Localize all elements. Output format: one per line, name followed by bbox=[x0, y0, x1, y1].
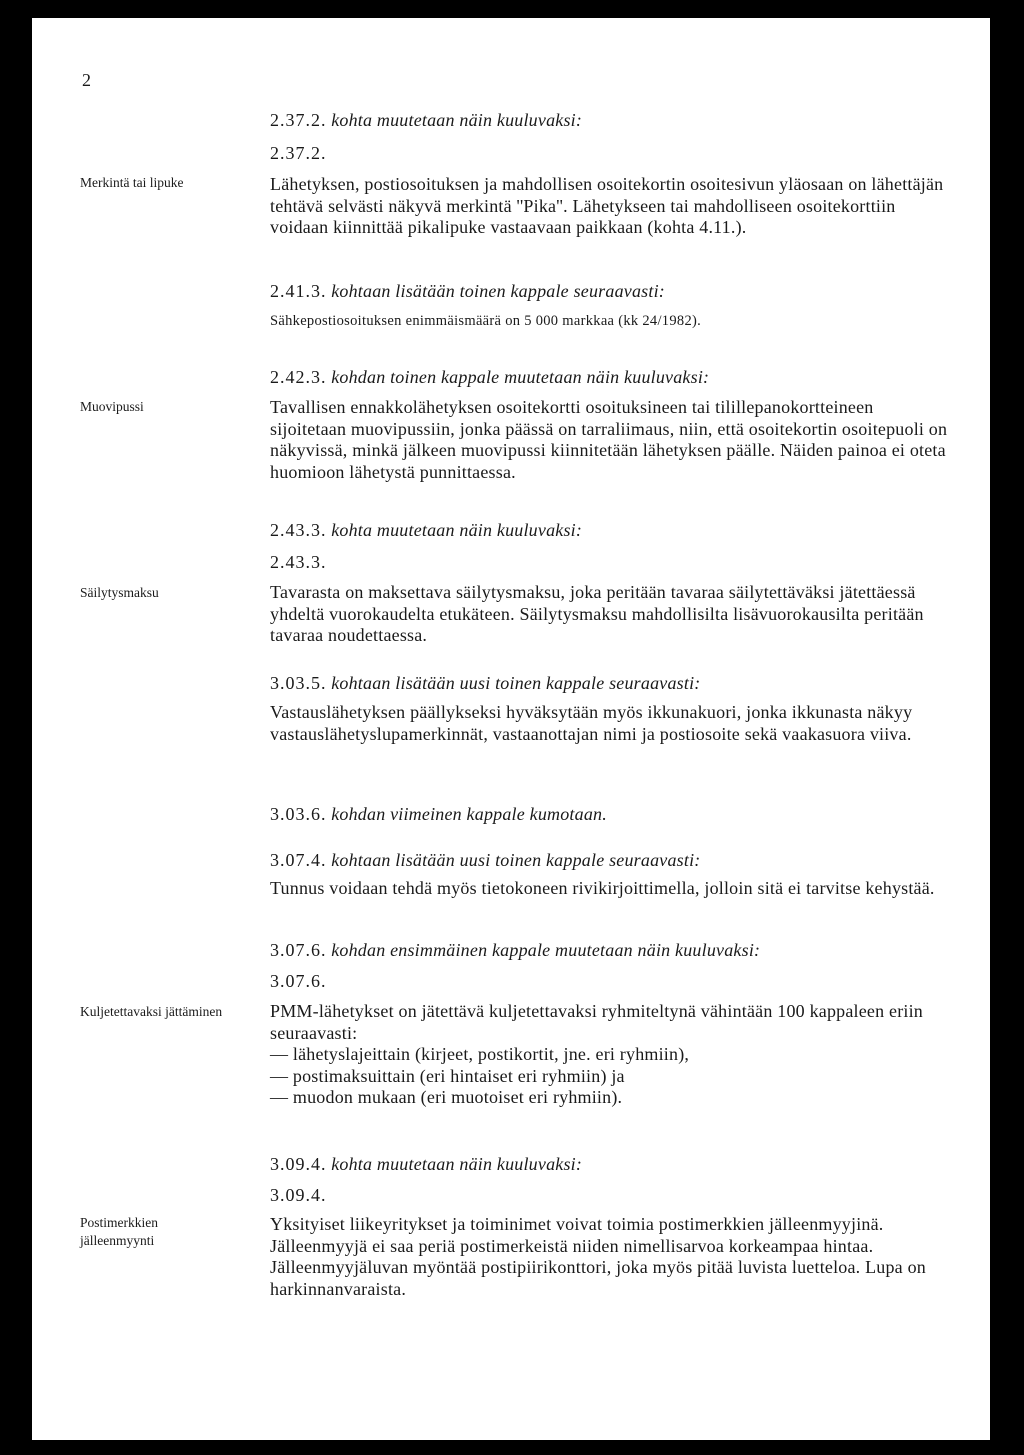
subsection-number: 3.07.6. bbox=[270, 971, 327, 991]
section-instruction: kohta muutetaan näin kuuluvaksi: bbox=[331, 520, 583, 540]
section-heading-2-43-3 bbox=[270, 520, 582, 541]
document-page bbox=[32, 18, 990, 1440]
section-instruction: kohta muutetaan näin kuuluvaksi: bbox=[331, 110, 583, 130]
paragraph-2-37-2: Lähetyksen, postiosoituksen ja mahdollisen osoitekortin osoitesivun yläosaan on lähettäjän tehtävä selvästi näkyvä merkintä ''Pika''. Lähetykseen tai mahdolliseen osoitekorttiin voidaan kiinnittää pikalipuke vastaavaan paikkaan (kohta 4.11.). bbox=[270, 174, 944, 237]
subsection-number: 2.43.3. bbox=[270, 552, 327, 572]
section-heading-3-07-6 bbox=[270, 940, 760, 961]
section-number: 3.07.4. bbox=[270, 850, 327, 870]
section-instruction: kohdan toinen kappale muutetaan näin kuuluvaksi: bbox=[331, 367, 710, 387]
list-item: — lähetyslajeittain (kirjeet, postikortit, jne. eri ryhmiin), bbox=[270, 1044, 690, 1064]
section-number: 3.03.6. bbox=[270, 804, 327, 824]
section-number: 3.07.6. bbox=[270, 940, 327, 960]
section-heading-2-37-2 bbox=[270, 110, 582, 131]
section-number: 2.37.2. bbox=[270, 110, 327, 130]
section-heading-3-03-6 bbox=[270, 804, 607, 825]
margin-label-merkinta: Merkintä tai lipuke bbox=[80, 175, 184, 190]
section-instruction: kohta muutetaan näin kuuluvaksi: bbox=[331, 1154, 583, 1174]
page-number: 2 bbox=[82, 70, 91, 90]
section-heading-2-42-3 bbox=[270, 367, 709, 388]
section-instruction: kohtaan lisätään uusi toinen kappale seuraavasti: bbox=[331, 673, 701, 693]
list-item: — postimaksuittain (eri hintaiset eri ryhmiin) ja bbox=[270, 1065, 625, 1086]
margin-label-sailytysmaksu: Säilytysmaksu bbox=[80, 585, 159, 600]
section-number: 3.09.4. bbox=[270, 1154, 327, 1174]
paragraph-3-07-4: Tunnus voidaan tehdä myös tietokoneen rivikirjoittimella, jolloin sitä ei tarvitse kehystää. bbox=[270, 878, 935, 898]
margin-label-postimerkkien: Postimerkkien jälleenmyynti bbox=[80, 1215, 158, 1248]
paragraph-3-09-4: Yksityiset liikeyritykset ja toiminimet voivat toimia postimerkkien jälleenmyyjinä. Jälleenmyyjä ei saa periä postimerkeistä niiden nimellisarvoa korkeampaa hintaa. Jälleenmyyjäluvan myöntää postipiirikonttori, joka myös pitää luvista luetteloa. Lupa on harkinnanvaraista. bbox=[270, 1214, 926, 1299]
section-instruction: kohdan ensimmäinen kappale muutetaan näin kuuluvaksi: bbox=[331, 940, 761, 960]
margin-label-kuljetettavaksi: Kuljetettavaksi jättäminen bbox=[80, 1004, 223, 1019]
dash-list bbox=[270, 1044, 954, 1109]
paragraph-text: PMM-lähetykset on jätettävä kuljetettavaksi ryhmiteltynä vähintään 100 kappaleen eriin seuraavasti: bbox=[270, 1001, 924, 1043]
section-number: 3.03.5. bbox=[270, 673, 327, 693]
section-number: 2.41.3. bbox=[270, 281, 327, 301]
paragraph-2-43-3: Tavarasta on maksettava säilytysmaksu, joka peritään tavaraa säilytettäväksi jätettäessä yhdeltä vuorokaudelta etukäteen. Säilytysmaksu mahdollisilta lisävuorokausilta peritään tavaraa noudettaessa. bbox=[270, 582, 924, 645]
paragraph-3-03-5: Vastauslähetyksen päällykseksi hyväksytään myös ikkunakuori, jonka ikkunasta näkyy vastauslähetyslupamerkinnät, vastaanottajan nimi ja postiosoite sekä vaakasuora viiva. bbox=[270, 702, 913, 744]
paragraph-3-07-6 bbox=[270, 1001, 954, 1109]
margin-label-muovipussi: Muovipussi bbox=[80, 399, 144, 414]
section-number: 2.43.3. bbox=[270, 520, 327, 540]
section-instruction: kohtaan lisätään toinen kappale seuraavasti: bbox=[331, 281, 665, 301]
subsection-number: 3.09.4. bbox=[270, 1185, 327, 1205]
section-heading-3-09-4 bbox=[270, 1154, 582, 1175]
section-heading-3-07-4 bbox=[270, 850, 700, 871]
section-heading-2-41-3 bbox=[270, 281, 665, 302]
section-instruction: kohtaan lisätään uusi toinen kappale seuraavasti: bbox=[331, 850, 701, 870]
paragraph-2-42-3: Tavallisen ennakkolähetyksen osoitekortti osoituksineen tai tilillepanokortteineen sijoitetaan muovipussiin, jonka päässä on tarraliimaus, niin, että osoitekortin osoitepuoli on näkyvissä, minkä jälkeen muovipussi kiinnitetään lähetyksen päälle. Näiden painoa ei oteta huomioon lähetystä punnittaessa. bbox=[270, 397, 948, 482]
section-instruction: kohdan viimeinen kappale kumotaan. bbox=[331, 804, 607, 824]
list-item: — muodon mukaan (eri muotoiset eri ryhmiin). bbox=[270, 1087, 623, 1107]
section-heading-3-03-5 bbox=[270, 673, 700, 694]
subsection-number: 2.37.2. bbox=[270, 143, 327, 163]
note-2-41-3: Sähkepostiosoituksen enimmäismäärä on 5 000 markkaa (kk 24/1982). bbox=[270, 313, 702, 329]
section-number: 2.42.3. bbox=[270, 367, 327, 387]
